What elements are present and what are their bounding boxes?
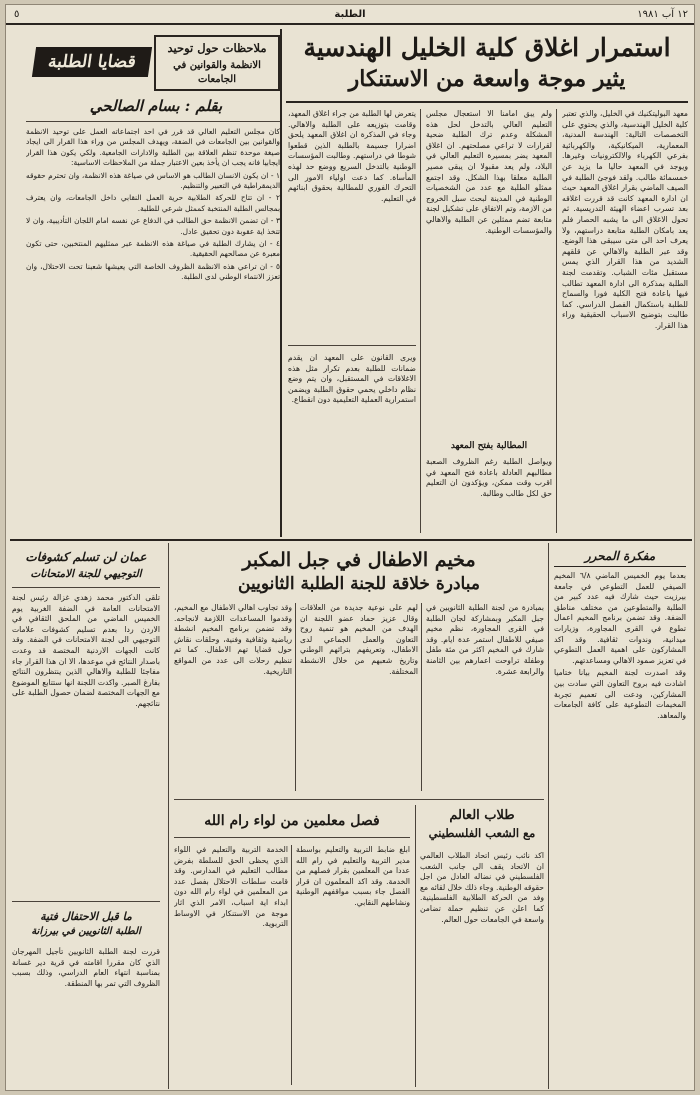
editor-notes-body: بعدما يوم الخميس الماضي ٦/٨ المخيم الصيفي للعمل التطوعي في جامعة بيرزيت حيث شارك فيه عدد كبير من الطلبة والمتطوعين من مختلف مناطق الضفة. وقد تضمن برنامج المخيم اعمال تطوع في القرى المجاورة، وزيارات ميدانية، وندوات ثقافية. وقد اكد المشاركون على اهمية العمل التطوعي في تعزيز صمود الاهالي ومساعدتهم. وقد اصدرت لجنة المخيم بيانا ختاميا اشادت فيه بروح التعاون التي سادت بين المشاركين، ودعت الى تعميم تجربة المخيمات التطوعية على كافة الجامعات والمعاهد. bbox=[554, 571, 686, 720]
opinion-point: ٣ - ان تضمن الانظمة حق الطالب في الدفاع عن نفسه امام اللجان التأديبية، وان لا تتخذ اية عقوبة دون تحقيق عادل. bbox=[26, 216, 280, 236]
opinion-point: ٤ - ان يشارك الطلبة في صياغة هذه الانظمة عبر ممثليهم المنتخبين، حتى تكون معبرة عن مصالحهم الحقيقية. bbox=[26, 239, 280, 259]
page-number: ٥ bbox=[14, 9, 20, 20]
page-folio bbox=[6, 5, 694, 25]
editor-notes-tag: مفكرة المحرر bbox=[554, 549, 686, 567]
solidarity-headline-2: مع الشعب الفلسطيني bbox=[428, 826, 536, 840]
opinion-badge: قضايا الطلبة bbox=[32, 47, 152, 77]
exam-headline-1: عمان لن تسلم كشوفات bbox=[25, 550, 147, 564]
main-subheadline: يثير موجة واسعة من الاستنكار bbox=[348, 66, 626, 92]
newspaper-page bbox=[5, 4, 695, 1091]
hebron-note-headline-2: الطلبة الثانويين في بيرزانة bbox=[31, 926, 141, 937]
opinion-headline-1: ملاحظات حول توحيد bbox=[167, 41, 267, 55]
issue-date: ١٢ آب ١٩٨١ bbox=[637, 9, 688, 20]
hebron-note-headline-1: ما قبل الاحتفال فتية bbox=[40, 910, 132, 923]
camp-subheadline: مبادرة خلاقة للجنة الطلبة الثانويين bbox=[238, 574, 480, 594]
opinion-point: ٥ - ان تراعي هذه الانظمة الظروف الخاصة التي يعيشها شعبنا تحت الاحتلال، وان تعزز الانتماء الوطني لدى الطلبة. bbox=[26, 261, 280, 282]
exam-body: تلقى الدكتور محمد زهدي غزالة رئيس لجنة الامتحانات العامة في الضفة الغربية يوم الخميس الماضي من الملحق الثقافي في الاردن ردا بعدم تسليم كشوفات علامات التوجيهي الى لجنة الامتحانات في الضفة. وقد كانت الجهات الاردنية المختصة قد وعدت باصدار النتائج في موعدها، الا ان هذا القرار جاء مفاجئا للطلبة والاهالي الذين ينتظرون النتائج بفارغ الصبر. واكدت اللجنة انها ستتابع الموضوع مع الجهات المختصة لضمان حصول الطلبة على نتائجهم. bbox=[12, 593, 160, 708]
main-article-col2: ولم يبق امامنا الا استعجال مجلس التعليم العالي بالتدخل لحل هذه المشكلة وعدم ترك الطلبة ضحية لقرارات لا تراعي مصلحتهم. ان اغلاق المعهد يضر بمسيرة التعليم العالي في البلاد، ولم يعد مقبولا ان يبقى مصير الطلبة معلقا بهذا الشكل. وقد اجتمع ممثلو الطلبة مع عدد من الشخصيات الوطنية في المدينة لبحث سبل الخروج من الازمة، وتم الاتفاق على تشكيل لجنة متابعة تضم ممثلين عن الطلبة والاهالي والمؤسسات الوطنية. bbox=[426, 109, 552, 235]
camp-col1: بمبادرة من لجنة الطلبة الثانويين في جبل المكبر وبمشاركة لجان الطلبة في القرى المجاورة، نظم مخيم صيفي للاطفال استمر عدة ايام. وقد شارك في المخيم اكثر من مئة طفل وطفلة تراوحت اعمارهم بين الثامنة والرابعة عشرة. bbox=[426, 603, 544, 676]
hebron-note-body: قررت لجنة الطلبة الثانويين تأجيل المهرجان الذي كان مقررا اقامته في قرية دير غسانة بمناسبة انتهاء العام الدراسي، وذلك بسبب الظروف التي تمر بها المنطقة. bbox=[12, 947, 160, 988]
main-article-col2-cont: ويواصل الطلبة رغم الظروف الصعبة مطالبهم العادلة باعادة فتح المعهد في اقرب وقت ممكن، ويؤكدون ان التعليم حق لكل طالب وطالبة. bbox=[426, 457, 552, 498]
main-article-crosshead: المطالبة بفتح المعهد bbox=[450, 441, 528, 451]
exam-headline-2: التوجيهي للجنة الامتحانات bbox=[30, 568, 142, 580]
teachers-col1: الخدمة التربية والتعليم في اللواء الذي يحظى الحق للسلطة بفرض مطالب التعليم في المدارس. وقد قامت سلطات الاحتلال بفصل عدد من المعلمين في لواء رام الله دون ابداء اية اسباب، الامر الذي اثار موجة من الاستنكار في الاوساط التربوية. bbox=[174, 845, 288, 929]
camp-col3: وقد تجاوب اهالي الاطفال مع المخيم، وقدموا المساعدات اللازمة لانجاحه. وقد تضمن برنامج المخيم انشطة رياضية وثقافية وفنية، وحلقات نقاش حول قضايا تهم الاطفال. كما تم تنظيم رحلات الى عدد من المواقع التاريخية. bbox=[174, 603, 292, 676]
teachers-col2: ابلغ ضابط التربية والتعليم بواسطة مدير التربية والتعليم في رام الله عددا من المعلمين بقرار فصلهم من الخدمة. وقد اكد المعلمون ان قرار الفصل جاء بسبب مواقفهم الوطنية ونشاطهم النقابي. bbox=[296, 845, 410, 907]
main-article-col3: يتعرض لها الطلبة من جراء اغلاق المعهد، وقامت بتوزيعه على الطلبة والاهالي. وجاء في المذكرة ان اغلاق المعهد يلحق اضرارا جسيمة بالطلبة الذين قطعوا شوطا في دراستهم. وطالبت المؤسسات الوطنية بالتدخل السريع ووضع حد لهذه المأساة. كما دعت اولياء الامور الى التحرك الفوري للمطالبة بحقوق ابنائهم في التعليم. bbox=[288, 109, 416, 203]
camp-col2: لهم على نوعية جديدة من العلاقات وقال عزيز حماد عضو اللجنة ان الهدف من المخيم هو تنمية روح التعاون والعمل الجماعي لدى الاطفال، وتعريفهم بتراثهم الوطني وتاريخ شعبهم من خلال الانشطة المختلفة. bbox=[300, 603, 418, 676]
opinion-body: كان مجلس التعليم العالي قد قرر في احد اجتماعاته العمل على توحيد الانظمة والقوانين بين الجامعات في الضفة، ويهدف المجلس من وراء هذا القرار الى ايجاد صيغة موحدة تنظم العلاقة بين الطلبة والادارات الجامعية. ولكي يكون هذا القرار ايجابيا فانه يجب ان يأخذ بعين الاعتبار جملة من الملاحظات الاساسية: ١ - ان يكون الانسان الطالب هو الاساس في صياغة هذه الانظمة، وان تحترم حقوقه الديمقراطية في التعبير والتنظيم. ٢ - ان تتاح للحركة الطلابية حرية العمل النقابي داخل الجامعات، وان يعترف بمجالس الطلبة المنتخبة كممثل شرعي للطلبة. ٣ - ان تضمن الانظمة حق الطالب في الدفاع عن نفسه امام اللجان التأديبية، وان لا تتخذ اية عقوبة دون تحقيق عادل. ٤ - ان يشارك الطلبة في صياغة هذه الانظمة عبر ممثليهم المنتخبين، حتى تكون معبرة عن مصالحهم الحقيقية. ٥ - ان تراعي هذه الانظمة الظروف الخاصة التي يعيشها شعبنا تحت الاحتلال، وان تعزز الانتماء الوطني لدى الطلبة. bbox=[26, 127, 280, 282]
opinion-headline-2: الانظمة والقوانين في الجامعات bbox=[173, 60, 261, 85]
main-headline: استمرار اغلاق كلية الخليل الهندسية bbox=[303, 33, 671, 62]
main-article-col1: معهد البوليتكنيك في الخليل، والذي تعتبر كلية الخليل الهندسية، والذي يحتوي على التخصصات التالية: الهندسة المدنية، المعمارية، الميكانيكية، والكهربائية بفرعي الكهرباء والالكترونيات وغيرها. ويوجد في المعهد حاليا ما يزيد عن خمسمائة طالب. ولقد فوجئ الطلبة في الصيف الماضي بقرار اغلاق المعهد حيث ان ادارة المعهد كانت قد قررت اغلاقه بعد تسرب اعضاء الهيئة التدريسية. ثم تحول الاغلاق الى ما يشبه الحصار فلم يعد بامكان الطلبة متابعة دراستهم، ولا يعرف احد الى متى سيبقى هذا الوضع. وقد عبر الطلبة والاهالي عن قلقهم الشديد من هذا القرار الذي يمس مستقبل مئات الشباب. وتقدمت لجنة الطلبة بمذكرة الى ادارة المعهد تطالب فيها باعادة فتح الكلية فورا والسماح للطلبة باستكمال الفصل الدراسي. كما طالبت بتوضيح الاسباب الحقيقية وراء هذا القرار. bbox=[562, 109, 688, 330]
solidarity-headline-1: طلاب العالم bbox=[449, 808, 515, 823]
section-title: الطلبة bbox=[334, 9, 366, 20]
opinion-point: ٢ - ان تتاح للحركة الطلابية حرية العمل النقابي داخل الجامعات، وان يعترف بمجالس الطلبة المنتخبة كممثل شرعي للطلبة. bbox=[26, 193, 280, 213]
teachers-headline: فصل معلمين من لواء رام الله bbox=[204, 813, 380, 829]
solidarity-body: اكد نائب رئيس اتحاد الطلاب العالمي ان الاتحاد يقف الى جانب الشعب الفلسطيني في نضاله العادل من اجل حقوقه الوطنية. وجاء ذلك خلال لقائه مع وفد من الحركة الطلابية الفلسطينية. كما اعلن عن تنظيم حملة تضامن واسعة في الجامعات حول العالم. bbox=[420, 851, 544, 924]
main-article-col3-cont: ويرى القانون على المعهد ان يقدم ضمانات للطلبة بعدم تكرار مثل هذه الاغلاقات في المستقبل، وان يتم وضع نظام داخلي يحمي حقوق الطلبة ويضمن استمرارية العملية التعليمية دون انقطاع. bbox=[288, 353, 416, 405]
camp-headline: مخيم الاطفال في جبل المكبر bbox=[242, 549, 476, 571]
opinion-byline: بقلم : بسام الصالحي bbox=[89, 97, 223, 115]
opinion-point: ١ - ان يكون الانسان الطالب هو الاساس في صياغة هذه الانظمة، وان تحترم حقوقه الديمقراطية في التعبير والتنظيم. bbox=[26, 170, 280, 191]
